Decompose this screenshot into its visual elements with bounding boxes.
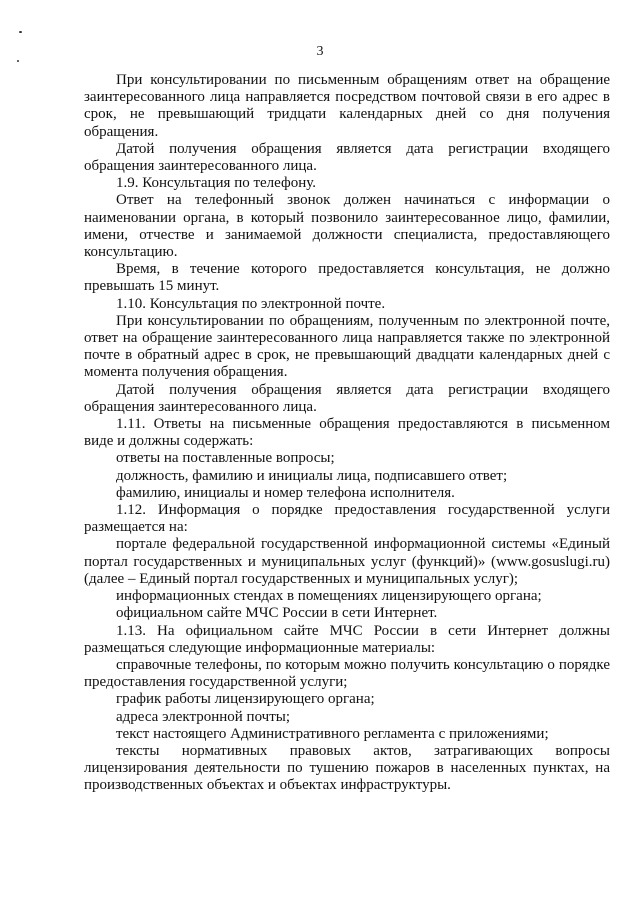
list-item: справочные телефоны, по которым можно получить консультацию о порядке предоставления государственной услуги; [84,656,610,691]
scan-speck [19,31,22,33]
section-heading: 1.9. Консультация по телефону. [116,175,317,192]
list-item: адреса электронной почты; [116,708,291,725]
list-item: ответы на поставленные вопросы; [116,450,335,467]
paragraph: 1.11. Ответы на письменные обращения предоставляются в письменном виде и должны содержать: [84,416,610,450]
paragraph: Ответ на телефонный звонок должен начинаться с информации о наименовании органа, в который позвонило заинтересованное лицо, фамилии, имени, отчестве и занимаемой должности специалиста, предоставляющего консультацию. [84,192,610,261]
paragraph: Датой получения обращения является дата регистрации входящего обращения заинтересованного лица. [84,140,610,175]
list-item: портале федеральной государственной информационной системы «Единый портал государственных и муниципальных услуг (функций)» (www.gosuslugi.ru) (далее – Единый портал государственных и муниципальных услуг); [84,536,610,587]
paragraph: Время, в течение которого предоставляется консультация, не должно превышать 15 минут. [84,261,610,295]
list-item: должность, фамилию и инициалы лица, подписавшего ответ; [116,467,508,484]
list-item: текст настоящего Административного регламента с приложениями; [116,725,549,742]
list-item: график работы лицензирующего органа; [116,691,375,708]
list-item: тексты нормативных правовых актов, затрагивающих вопросы лицензирования деятельности по тушению пожаров в населенных пунктах, на производственных объектах и объектах инфраструктуры. [84,742,610,794]
paragraph: Датой получения обращения является дата регистрации входящего обращения заинтересованного лица. [84,381,610,415]
scan-speck [17,60,19,62]
list-item: информационных стендах в помещениях лицензирующего органа; [116,588,542,605]
page-number: 3 [316,44,324,59]
section-heading: 1.10. Консультация по электронной почте. [116,295,386,312]
document-body [84,72,610,795]
paragraph: 1.13. На официальном сайте МЧС России в сети Интернет должны размещаться следующие информационные материалы: [84,622,610,656]
paragraph: При консультировании по письменным обращениям ответ на обращение заинтересованного лица направляется посредством почтовой связи в его адрес в срок, не превышающий тридцати календарных дней со дня получения обращения. [84,72,610,140]
paragraph: 1.12. Информация о порядке предоставления государственной услуги размещается на: [84,502,610,536]
list-item: фамилию, инициалы и номер телефона исполнителя. [116,484,455,501]
paragraph: При консультировании по обращениям, полученным по электронной почте, ответ на обращение заинтересованного лица направляется также по электронной почте в обратный адрес в срок, не превышающий двадцати календарных дней с момента получения обращения. [84,312,610,381]
list-item: официальном сайте МЧС России в сети Интернет. [116,605,438,622]
